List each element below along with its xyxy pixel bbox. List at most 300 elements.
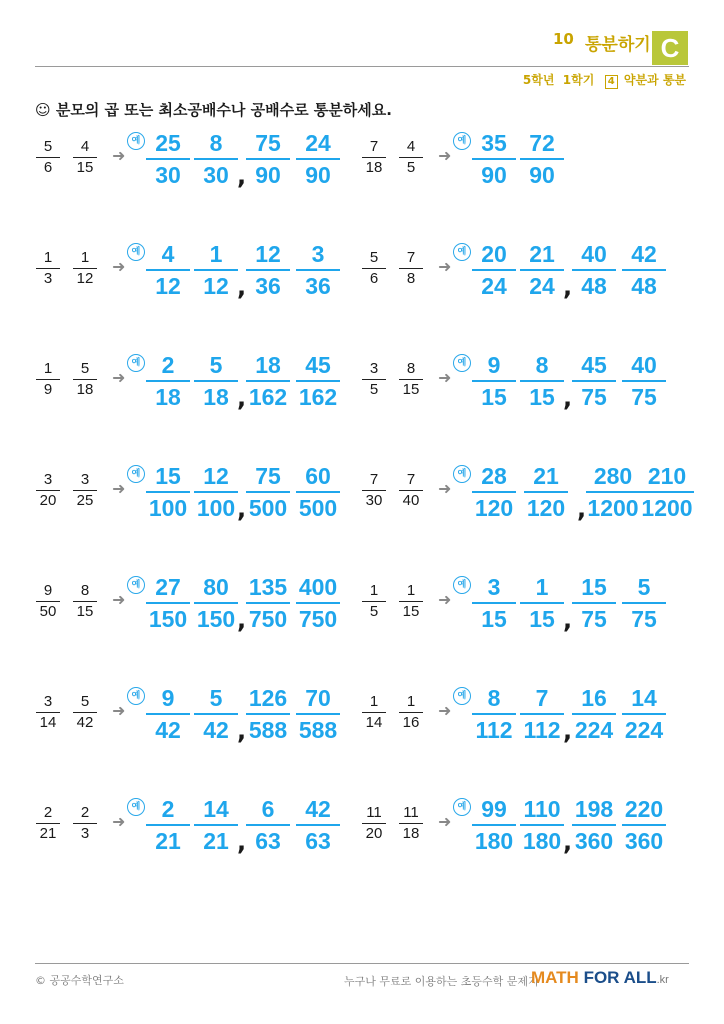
- example-badge: 예: [453, 465, 471, 483]
- answer-numerator: 72: [529, 130, 555, 156]
- answer-denominator: 24: [529, 273, 555, 299]
- answer-denominator: 90: [529, 162, 555, 188]
- fraction-bar: [36, 157, 60, 158]
- answer-numerator: 5: [209, 352, 223, 378]
- question-fraction: [34, 798, 62, 843]
- answer-fraction: [194, 352, 238, 410]
- fraction-bar: [36, 490, 60, 491]
- arrow-right-icon: ➜: [438, 590, 452, 609]
- answer-denominator: 63: [255, 828, 281, 854]
- answer-fraction-bar: [146, 380, 190, 382]
- answer-numerator: 400: [298, 574, 338, 600]
- answer-numerator: 75: [255, 130, 281, 156]
- problem: [360, 463, 693, 525]
- denominator: 5: [369, 381, 379, 398]
- answer-numerator: 8: [487, 685, 501, 711]
- answer-fraction-bar: [246, 158, 290, 160]
- answer-fraction-bar: [622, 380, 666, 382]
- answer-denominator: 180: [474, 828, 514, 854]
- numerator: 9: [43, 582, 53, 599]
- problem: [34, 465, 364, 525]
- answer-numerator: 280: [593, 463, 633, 489]
- denominator: 3: [43, 270, 53, 287]
- answer-denominator: 1200: [587, 495, 639, 521]
- numerator: 1: [80, 249, 90, 266]
- question-fraction: [71, 354, 99, 399]
- answer-fraction-bar: [472, 491, 516, 493]
- answer-fraction-bar: [194, 158, 238, 160]
- denominator: 15: [402, 381, 420, 398]
- answer-numerator: 135: [248, 574, 288, 600]
- answer-numerator: 20: [481, 241, 507, 267]
- problem: [34, 687, 364, 747]
- answer-numerator: 9: [487, 352, 501, 378]
- example-badge: 예: [453, 687, 471, 705]
- separator-comma: ,: [237, 384, 247, 412]
- answer-fraction-bar: [296, 380, 340, 382]
- answer-fraction-bar: [472, 158, 516, 160]
- answer-fraction: [472, 574, 516, 632]
- answer-numerator: 15: [581, 574, 607, 600]
- denominator: 18: [76, 381, 94, 398]
- fraction-bar: [36, 601, 60, 602]
- example-badge: 예: [127, 465, 145, 483]
- answer-numerator: 21: [529, 241, 555, 267]
- denominator: 20: [365, 825, 383, 842]
- example-badge: 예: [453, 798, 471, 816]
- example-badge: 예: [127, 798, 145, 816]
- answer-fraction: [622, 685, 666, 743]
- answer-denominator: 18: [203, 384, 229, 410]
- answer-fraction: [246, 241, 290, 299]
- answer-fraction: [246, 130, 290, 188]
- answer-numerator: 2: [161, 352, 175, 378]
- answer-fraction: [296, 130, 340, 188]
- question-fraction: [34, 132, 62, 177]
- separator-comma: ,: [237, 273, 247, 301]
- header-divider: [35, 66, 689, 67]
- answer-fraction-bar: [572, 269, 616, 271]
- numerator: 3: [80, 471, 90, 488]
- answer-denominator: 100: [148, 495, 188, 521]
- problem: [34, 132, 364, 192]
- answer-denominator: 100: [196, 495, 236, 521]
- example-badge: 예: [127, 687, 145, 705]
- answer-fraction: [520, 130, 564, 188]
- level-badge: C: [652, 31, 688, 65]
- answer-denominator: 75: [631, 384, 657, 410]
- answer-fraction: [246, 463, 290, 521]
- answer-numerator: 110: [523, 796, 561, 822]
- denominator: 42: [76, 714, 94, 731]
- answer-denominator: 75: [581, 606, 607, 632]
- answer-fraction: [622, 574, 666, 632]
- answer-fraction: [572, 685, 616, 743]
- answer-fraction: [572, 796, 616, 854]
- worksheet-subtitle: [523, 71, 686, 89]
- answer-denominator: 90: [481, 162, 507, 188]
- denominator: 5: [406, 159, 416, 176]
- question-fraction: [397, 687, 425, 732]
- arrow-right-icon: ➜: [438, 146, 452, 165]
- question-fraction: [71, 798, 99, 843]
- answer-denominator: 90: [305, 162, 331, 188]
- answer-denominator: 21: [203, 828, 229, 854]
- answer-numerator: 16: [581, 685, 607, 711]
- answer-numerator: 4: [161, 241, 175, 267]
- problem: [34, 798, 364, 858]
- fraction-bar: [73, 712, 97, 713]
- answer-denominator: 15: [481, 384, 507, 410]
- question-fraction: [360, 132, 388, 177]
- answer-fraction: [296, 352, 340, 410]
- fraction-bar: [73, 823, 97, 824]
- answer-fraction: [520, 574, 564, 632]
- answer-fraction-bar: [246, 602, 290, 604]
- fraction-bar: [36, 712, 60, 713]
- question-fraction: [360, 354, 388, 399]
- answer-denominator: 224: [624, 717, 664, 743]
- question-fraction: [71, 687, 99, 732]
- footer-tagline: 누구나 무료로 이용하는 초등수학 문제지: [344, 975, 539, 988]
- example-badge: 예: [127, 354, 145, 372]
- answer-denominator: 162: [298, 384, 338, 410]
- question-fraction: [360, 576, 388, 621]
- answer-fraction-bar: [472, 269, 516, 271]
- denominator: 25: [76, 492, 94, 509]
- answer-denominator: 90: [255, 162, 281, 188]
- answer-denominator: 42: [203, 717, 229, 743]
- answer-denominator: 500: [298, 495, 338, 521]
- separator-comma: ,: [237, 162, 247, 190]
- answer-numerator: 18: [255, 352, 281, 378]
- answer-fraction-bar: [246, 824, 290, 826]
- separator-comma: ,: [577, 495, 587, 523]
- denominator: 15: [402, 603, 420, 620]
- answer-denominator: 48: [581, 273, 607, 299]
- answer-fraction: [246, 685, 290, 743]
- answer-fraction-bar: [296, 824, 340, 826]
- answer-numerator: 2: [161, 796, 175, 822]
- denominator: 20: [39, 492, 57, 509]
- answer-fraction: [296, 796, 340, 854]
- problem: [360, 132, 690, 192]
- answer-fraction-bar: [572, 713, 616, 715]
- numerator: 5: [80, 360, 90, 377]
- answer-fraction: [572, 241, 616, 299]
- answer-fraction: [246, 352, 290, 410]
- answer-denominator: 360: [624, 828, 664, 854]
- answer-numerator: 220: [624, 796, 664, 822]
- numerator: 5: [80, 693, 90, 710]
- example-badge: 예: [127, 132, 145, 150]
- denominator: 6: [43, 159, 53, 176]
- answer-fraction-bar: [146, 491, 190, 493]
- problem: [34, 243, 364, 303]
- question-fraction: [360, 243, 388, 288]
- answer-numerator: 1: [535, 574, 549, 600]
- answer-numerator: 40: [631, 352, 657, 378]
- question-fraction: [360, 687, 388, 732]
- arrow-right-icon: ➜: [112, 257, 126, 276]
- answer-numerator: 6: [261, 796, 275, 822]
- answer-denominator: 30: [203, 162, 229, 188]
- answer-denominator: 360: [574, 828, 614, 854]
- answer-fraction-bar: [194, 380, 238, 382]
- fraction-bar: [36, 823, 60, 824]
- answer-fraction: [472, 352, 516, 410]
- answer-denominator: 42: [155, 717, 181, 743]
- denominator: 21: [39, 825, 57, 842]
- question-fraction: [34, 465, 62, 510]
- denominator: 3: [80, 825, 90, 842]
- denominator: 18: [402, 825, 420, 842]
- answer-fraction-bar: [146, 824, 190, 826]
- answer-denominator: 750: [298, 606, 338, 632]
- answer-denominator: 48: [631, 273, 657, 299]
- question-fraction: [397, 243, 425, 288]
- numerator: 3: [369, 360, 379, 377]
- footer-divider: [35, 963, 689, 964]
- answer-denominator: 150: [196, 606, 236, 632]
- answer-fraction-bar: [640, 491, 694, 493]
- answer-fraction: [146, 130, 190, 188]
- answer-fraction: [472, 463, 516, 521]
- unit-title: 약분과 통분: [623, 73, 686, 87]
- answer-denominator: 150: [148, 606, 188, 632]
- separator-comma: ,: [563, 606, 573, 634]
- numerator: 1: [406, 582, 416, 599]
- fraction-bar: [362, 823, 386, 824]
- arrow-right-icon: ➜: [112, 479, 126, 498]
- answer-fraction-bar: [472, 380, 516, 382]
- answer-numerator: 35: [481, 130, 507, 156]
- answer-denominator: 36: [255, 273, 281, 299]
- fraction-bar: [73, 157, 97, 158]
- problem: [360, 687, 690, 747]
- separator-comma: ,: [563, 828, 573, 856]
- question-fraction: [34, 354, 62, 399]
- question-fraction: [397, 576, 425, 621]
- answer-fraction: [572, 574, 616, 632]
- answer-fraction-bar: [296, 602, 340, 604]
- answer-fraction-bar: [296, 713, 340, 715]
- separator-comma: ,: [237, 717, 247, 745]
- answer-fraction-bar: [194, 491, 238, 493]
- answer-denominator: 750: [248, 606, 288, 632]
- answer-fraction: [296, 685, 340, 743]
- answer-fraction-bar: [472, 824, 516, 826]
- fraction-bar: [362, 268, 386, 269]
- brand-kr: .kr: [656, 974, 669, 986]
- answer-fraction: [472, 130, 516, 188]
- numerator: 8: [80, 582, 90, 599]
- answer-fraction-bar: [572, 380, 616, 382]
- arrow-right-icon: ➜: [438, 479, 452, 498]
- answer-fraction-bar: [296, 158, 340, 160]
- fraction-bar: [362, 379, 386, 380]
- question-fraction: [71, 576, 99, 621]
- answer-fraction: [146, 685, 190, 743]
- numerator: 1: [369, 582, 379, 599]
- answer-fraction-bar: [194, 269, 238, 271]
- numerator: 2: [43, 804, 53, 821]
- separator-comma: ,: [563, 273, 573, 301]
- separator-comma: ,: [563, 717, 573, 745]
- answer-numerator: 9: [161, 685, 175, 711]
- answer-denominator: 12: [155, 273, 181, 299]
- example-badge: 예: [453, 243, 471, 261]
- answer-numerator: 99: [481, 796, 507, 822]
- answer-fraction: [194, 241, 238, 299]
- answer-numerator: 45: [305, 352, 331, 378]
- instruction-text: ☺ 분모의 곱 또는 최소공배수나 공배수로 통분하세요.: [35, 101, 392, 119]
- fraction-bar: [362, 712, 386, 713]
- answer-fraction-bar: [572, 602, 616, 604]
- answer-denominator: 12: [203, 273, 229, 299]
- answer-fraction: [194, 685, 238, 743]
- problem: [360, 798, 690, 858]
- answer-fraction-bar: [246, 380, 290, 382]
- numerator: 1: [43, 360, 53, 377]
- numerator: 7: [406, 471, 416, 488]
- answer-fraction: [572, 352, 616, 410]
- arrow-right-icon: ➜: [438, 368, 452, 387]
- answer-fraction-bar: [622, 713, 666, 715]
- numerator: 1: [406, 693, 416, 710]
- answer-numerator: 27: [155, 574, 181, 600]
- denominator: 9: [43, 381, 53, 398]
- fraction-bar: [362, 490, 386, 491]
- numerator: 1: [369, 693, 379, 710]
- answer-denominator: 120: [474, 495, 514, 521]
- answer-fraction: [194, 130, 238, 188]
- question-fraction: [360, 798, 388, 843]
- answer-fraction: [296, 463, 340, 521]
- answer-fraction: [194, 574, 238, 632]
- unit-number-box: 4: [605, 75, 618, 89]
- answer-fraction: [622, 241, 666, 299]
- numerator: 7: [369, 138, 379, 155]
- answer-denominator: 500: [248, 495, 288, 521]
- brand-all: ALL: [623, 968, 657, 987]
- answer-fraction: [296, 241, 340, 299]
- example-badge: 예: [453, 132, 471, 150]
- numerator: 1: [43, 249, 53, 266]
- answer-fraction-bar: [520, 158, 564, 160]
- answer-denominator: 30: [155, 162, 181, 188]
- brand-logo: [531, 968, 669, 988]
- question-fraction: [397, 465, 425, 510]
- answer-denominator: 112: [475, 717, 513, 743]
- denominator: 15: [76, 159, 94, 176]
- numerator: 2: [80, 804, 90, 821]
- question-fraction: [397, 798, 425, 843]
- answer-numerator: 14: [631, 685, 657, 711]
- question-fraction: [71, 132, 99, 177]
- answer-denominator: 15: [481, 606, 507, 632]
- answer-numerator: 21: [533, 463, 559, 489]
- brand-math: MATH: [531, 968, 579, 987]
- numerator: 11: [403, 804, 419, 821]
- numerator: 8: [406, 360, 416, 377]
- answer-fraction-bar: [194, 713, 238, 715]
- question-fraction: [71, 465, 99, 510]
- answer-fraction: [146, 241, 190, 299]
- semester-label: 1학기: [562, 73, 595, 87]
- example-badge: 예: [127, 576, 145, 594]
- answer-numerator: 1: [209, 241, 223, 267]
- separator-comma: ,: [563, 384, 573, 412]
- answer-fraction-bar: [622, 824, 666, 826]
- answer-denominator: 24: [481, 273, 507, 299]
- fraction-bar: [399, 157, 423, 158]
- numerator: 5: [369, 249, 379, 266]
- numerator: 5: [43, 138, 53, 155]
- answer-denominator: 36: [305, 273, 331, 299]
- fraction-bar: [399, 490, 423, 491]
- answer-fraction-bar: [572, 824, 616, 826]
- answer-denominator: 120: [526, 495, 566, 521]
- answer-numerator: 126: [248, 685, 288, 711]
- denominator: 12: [76, 270, 94, 287]
- problem: [360, 576, 690, 636]
- answer-fraction: [622, 352, 666, 410]
- denominator: 15: [76, 603, 94, 620]
- answer-fraction: [146, 463, 190, 521]
- answer-numerator: 80: [203, 574, 229, 600]
- answer-fraction-bar: [246, 713, 290, 715]
- answer-fraction-bar: [622, 269, 666, 271]
- arrow-right-icon: ➜: [112, 812, 126, 831]
- answer-denominator: 75: [631, 606, 657, 632]
- answer-fraction-bar: [296, 269, 340, 271]
- answer-fraction: [520, 685, 564, 743]
- fraction-bar: [362, 157, 386, 158]
- arrow-right-icon: ➜: [438, 812, 452, 831]
- answer-denominator: 588: [248, 717, 288, 743]
- answer-fraction: [246, 796, 290, 854]
- answer-numerator: 28: [481, 463, 507, 489]
- example-badge: 예: [453, 576, 471, 594]
- answer-fraction: [524, 463, 568, 521]
- copyright-text: © 공공수학연구소: [35, 974, 124, 987]
- answer-fraction: [640, 463, 694, 521]
- numerator: 4: [80, 138, 90, 155]
- answer-numerator: 8: [209, 130, 223, 156]
- question-fraction: [71, 243, 99, 288]
- fraction-bar: [362, 601, 386, 602]
- numerator: 3: [43, 471, 53, 488]
- answer-fraction: [194, 796, 238, 854]
- answer-fraction-bar: [520, 269, 564, 271]
- answer-fraction-bar: [146, 269, 190, 271]
- answer-numerator: 25: [155, 130, 181, 156]
- denominator: 14: [39, 714, 57, 731]
- fraction-bar: [36, 268, 60, 269]
- problem: [360, 354, 690, 414]
- answer-numerator: 5: [637, 574, 651, 600]
- answer-fraction-bar: [520, 824, 564, 826]
- question-fraction: [397, 354, 425, 399]
- answer-fraction-bar: [296, 491, 340, 493]
- answer-numerator: 60: [305, 463, 331, 489]
- answer-numerator: 3: [487, 574, 501, 600]
- answer-fraction: [146, 352, 190, 410]
- denominator: 8: [406, 270, 416, 287]
- denominator: 6: [369, 270, 379, 287]
- answer-denominator: 15: [529, 384, 555, 410]
